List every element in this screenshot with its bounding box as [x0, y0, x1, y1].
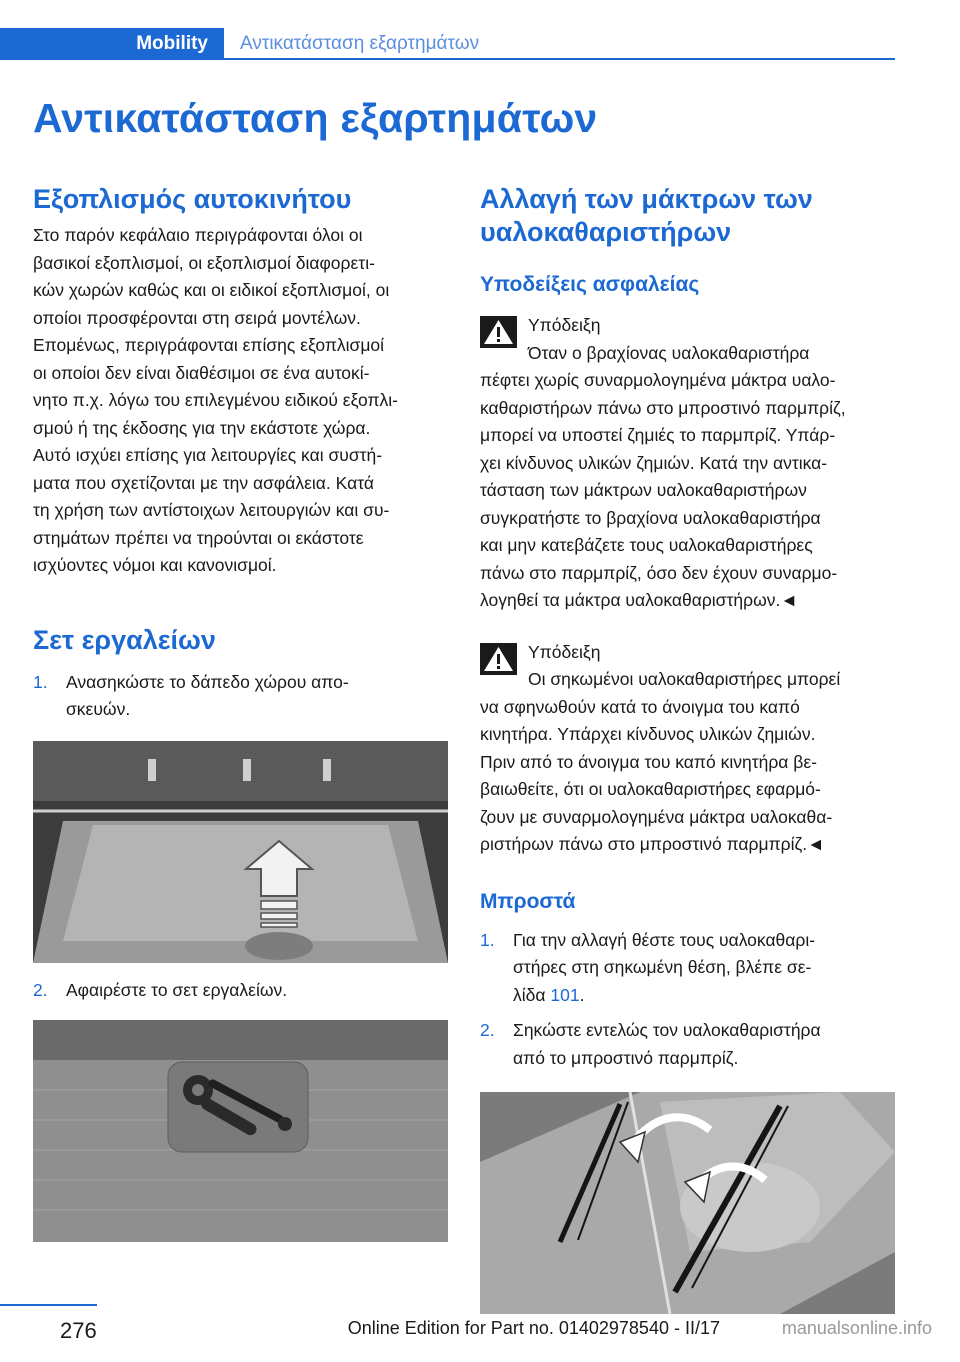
step-2 — [33, 977, 448, 1005]
text-line: ριστήρων πάνω στο μπροστινό παρμπρίζ.◄ — [480, 834, 825, 854]
tool-kit-illustration — [33, 1020, 448, 1242]
step-text: Αφαιρέστε το σετ εργαλείων. — [66, 979, 288, 1000]
text-line: να σφηνωθούν κατά το άνοιγμα του καπό — [480, 696, 800, 717]
text-line: τη χρήση των αντίστοιχων λειτουργιών και συ‐ — [33, 500, 390, 520]
step-2 — [480, 1017, 895, 1072]
warning-title: Υπόδειξη — [528, 315, 601, 335]
wiper-photo — [480, 1092, 895, 1314]
running-header — [0, 28, 895, 60]
text-line: καθαριστήρων πάνω στο μπροστινό παρμπρίζ, — [480, 397, 846, 418]
step-number: 2. — [480, 1020, 495, 1040]
page-title: Αντικατάσταση εξαρτημάτων — [33, 95, 598, 141]
page-number: 276 — [60, 1318, 97, 1343]
text-line: Πριν από το άνοιγμα του καπό κινητήρα βε‐ — [480, 751, 817, 772]
equipment-heading: Εξοπλισμός αυτοκινήτου — [33, 184, 352, 214]
breadcrumb[interactable]: Αντικατάσταση εξαρτημάτων — [240, 33, 480, 54]
tools-heading: Σετ εργαλείων — [33, 624, 216, 655]
heading-line: υαλοκαθαριστήρων — [480, 217, 732, 247]
warning-notice-2 — [480, 639, 895, 859]
trunk-floor-photo — [33, 741, 448, 963]
tool-kit-photo — [33, 1020, 448, 1242]
step-1 — [480, 927, 895, 1010]
warning-triangle-icon — [480, 643, 517, 675]
warning-title: Υπόδειξη — [528, 641, 601, 662]
text-line: συγκρατήστε το βραχίονα υαλοκαθαριστήρα — [480, 507, 821, 528]
text-line: πάνω στο παρμπρίζ, όσο δεν έχουν συναρμο‐ — [480, 562, 838, 583]
text-line: Οι σηκωμένοι υαλοκαθαριστήρες μπορεί — [528, 669, 841, 689]
front-steps — [480, 927, 895, 1073]
text-line: τάσταση των μάκτρων υαλοκαθαριστήρων — [480, 480, 807, 500]
step-number: 1. — [480, 929, 495, 950]
step-text: Ανασηκώστε το δάπεδο χώρου απο‐ — [66, 671, 349, 692]
tools-steps — [33, 669, 448, 724]
text-line: κών χωρών καθώς και οι ειδικοί εξοπλισμοί, οι — [33, 280, 390, 300]
wiper-heading — [480, 183, 895, 249]
step-text-part: λίδα — [513, 984, 551, 1005]
step-text: Σηκώστε εντελώς τον υαλοκαθαριστήρα — [513, 1020, 821, 1040]
warning-triangle-icon — [480, 316, 517, 348]
tools-steps-continued — [33, 977, 448, 1005]
text-line: οποίοι προσφέρονται στη σειρά μοντέλων. — [33, 307, 361, 328]
trunk-floor-illustration — [33, 741, 448, 963]
step-text: στήρες στη σηκωμένη θέση, βλέπε σε‐ — [513, 957, 812, 977]
text-line: χει κίνδυνος υλικών ζημιών. Κατά την αντικα‐ — [480, 452, 828, 473]
warning-notice-1 — [480, 312, 895, 615]
safety-heading: Υποδείξεις ασφαλείας — [480, 273, 700, 296]
section-tab[interactable]: Mobility — [0, 28, 224, 60]
heading-line: Αλλαγή των μάκτρων των — [480, 184, 813, 214]
front-heading: Μπροστά — [480, 889, 576, 913]
text-line: πέφτει χωρίς συναρμολογημένα μάκτρα υαλο‐ — [480, 370, 836, 390]
left-column — [33, 183, 448, 1242]
text-line: σμού ή της έκδοσης για την εκάστοτε χώρα. — [33, 417, 371, 438]
text-line: βαιωθείτε, ότι οι υαλοκαθαριστήρες εφαρμό‐ — [480, 779, 821, 799]
step-text — [513, 982, 895, 1010]
text-line: λογηθεί τα μάκτρα υαλοκαθαριστήρων.◄ — [480, 590, 798, 610]
text-line: Όταν ο βραχίονας υαλοκαθαριστήρα — [528, 342, 810, 363]
step-1 — [33, 669, 448, 724]
header-rule — [224, 58, 895, 60]
footer-rule — [0, 1304, 97, 1306]
watermark: manualsonline.info — [781, 1318, 932, 1338]
page-reference-link[interactable]: 101 — [550, 984, 580, 1005]
text-line: οι οποίοι δεν είναι διαθέσιμοι σε ένα αυτοκί‐ — [33, 362, 370, 383]
text-line: ζουν με συναρμολογημένα μάκτρα υαλοκαθα‐ — [480, 806, 833, 827]
step-text: Για την αλλαγή θέστε τους υαλοκαθαρι‐ — [513, 929, 816, 950]
text-line: ισχύοντες νόμοι και κανονισμοί. — [33, 555, 277, 575]
text-line: μπορεί να υποστεί ζημιές το παρμπρίζ. Υπάρ‐ — [480, 425, 836, 445]
step-text: σκευών. — [66, 699, 131, 719]
step-number: 1. — [33, 671, 48, 692]
wiper-illustration — [480, 1092, 895, 1314]
text-line: και μην κατεβάζετε τους υαλοκαθαριστήρες — [480, 535, 813, 555]
text-line: στημάτων πρέπει να τηρούνται οι εκάστοτε — [33, 527, 364, 548]
text-line: Στο παρόν κεφάλαιο περιγράφονται όλοι οι — [33, 225, 363, 245]
text-line: βασικοί εξοπλισμοί, οι εξοπλισμοί διαφορετι‐ — [33, 252, 375, 273]
step-number: 2. — [33, 979, 48, 1000]
text-line: Επομένως, περιγράφονται επίσης εξοπλισμοί — [33, 335, 385, 355]
text-line: κινητήρα. Υπάρχει κίνδυνος υλικών ζημιών. — [480, 724, 816, 744]
text-line: νητο π.χ. λόγω του επιλεγμένου ειδικού εξοπλι‐ — [33, 390, 398, 410]
equipment-paragraph — [33, 222, 448, 580]
step-text-part: . — [579, 984, 585, 1005]
text-line: ματα που σχετίζονται με την ασφάλεια. Κατά — [33, 472, 375, 493]
edition-note: Online Edition for Part no. 01402978540 - II/17 — [347, 1318, 720, 1338]
step-text: από το μπροστινό παρμπρίζ. — [513, 1047, 739, 1068]
text-line: Αυτό ισχύει επίσης για λειτουργίες και συστή‐ — [33, 445, 383, 465]
right-column — [480, 183, 895, 1314]
